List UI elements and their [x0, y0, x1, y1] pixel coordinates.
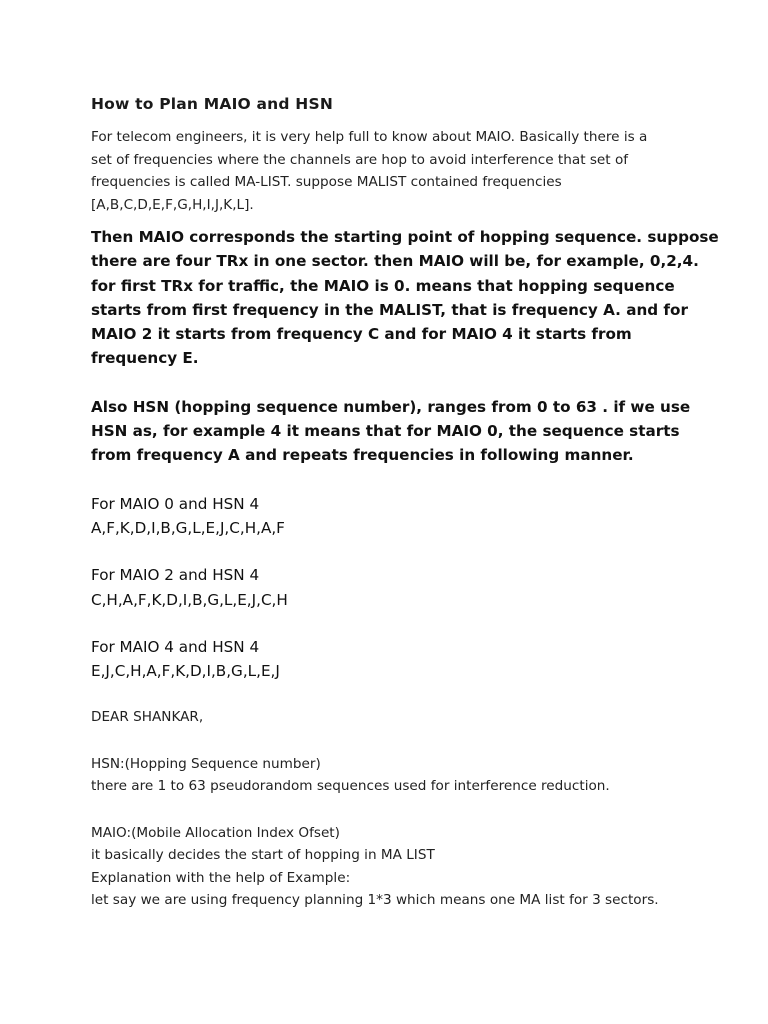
example-heading: For MAIO 4 and HSN 4	[91, 637, 260, 656]
example-sequence: A,F,K,D,I,B,G,L,E,J,C,H,A,F	[91, 518, 285, 537]
salutation-text: DEAR SHANKAR,	[91, 709, 204, 726]
document-title: How to Plan MAIO and HSN	[91, 95, 334, 113]
hsn-line: from frequency A and repeats frequencies in following manner.	[91, 446, 634, 465]
example-block-maio-4	[91, 635, 688, 684]
maio-definition-line: let say we are using frequency planning 1*3 which means one MA list for 3 sectors.	[91, 892, 659, 909]
intro-paragraph	[91, 126, 688, 216]
example-block-maio-0	[91, 492, 688, 541]
example-sequence: E,J,C,H,A,F,K,D,I,B,G,L,E,J	[91, 662, 280, 681]
intro-line: For telecom engineers, it is very help full to know about MAIO. Basically there is a	[91, 129, 648, 145]
hsn-line: HSN as, for example 4 it means that for MAIO 0, the sequence starts	[91, 422, 680, 441]
hsn-definition-heading: HSN:(Hopping Sequence number)	[91, 755, 321, 772]
hsn-explanation-paragraph	[91, 395, 691, 468]
hsn-line: Also HSN (hopping sequence number), ranges from 0 to 63 . if we use	[91, 397, 691, 416]
maio-explanation-paragraph	[91, 225, 719, 371]
hsn-definition-text: there are 1 to 63 pseudorandom sequences used for interference reduction.	[91, 778, 610, 795]
intro-line: set of frequencies where the channels are hop to avoid interference that set of	[91, 151, 629, 168]
hsn-definition	[91, 753, 688, 798]
example-sequence: C,H,A,F,K,D,I,B,G,L,E,J,C,H	[91, 590, 288, 609]
intro-line: [A,B,C,D,E,F,G,H,I,J,K,L].	[91, 196, 254, 213]
example-heading: For MAIO 0 and HSN 4	[91, 494, 260, 513]
salutation	[91, 706, 688, 729]
maio-line: for first TRx for traffic, the MAIO is 0. means that hopping sequence	[91, 276, 675, 295]
maio-definition-line: it basically decides the start of hopping in MA LIST	[91, 847, 435, 864]
maio-definition-line: Explanation with the help of Example:	[91, 869, 351, 886]
intro-line: frequencies is called MA-LIST. suppose MALIST contained frequencies	[91, 174, 562, 190]
maio-line: Then MAIO corresponds the starting point of hopping sequence. suppose	[91, 228, 719, 246]
maio-line: frequency E.	[91, 349, 199, 368]
maio-definition-heading: MAIO:(Mobile Allocation Index Ofset)	[91, 824, 340, 841]
example-heading: For MAIO 2 and HSN 4	[91, 566, 260, 585]
maio-line: MAIO 2 it starts from frequency C and for MAIO 4 it starts from	[91, 325, 632, 344]
example-block-maio-2	[91, 563, 688, 612]
maio-definition	[91, 822, 688, 912]
maio-line: there are four TRx in one sector. then MAIO will be, for example, 0,2,4.	[91, 252, 699, 271]
maio-line: starts from first frequency in the MALIST, that is frequency A. and for	[91, 300, 688, 319]
